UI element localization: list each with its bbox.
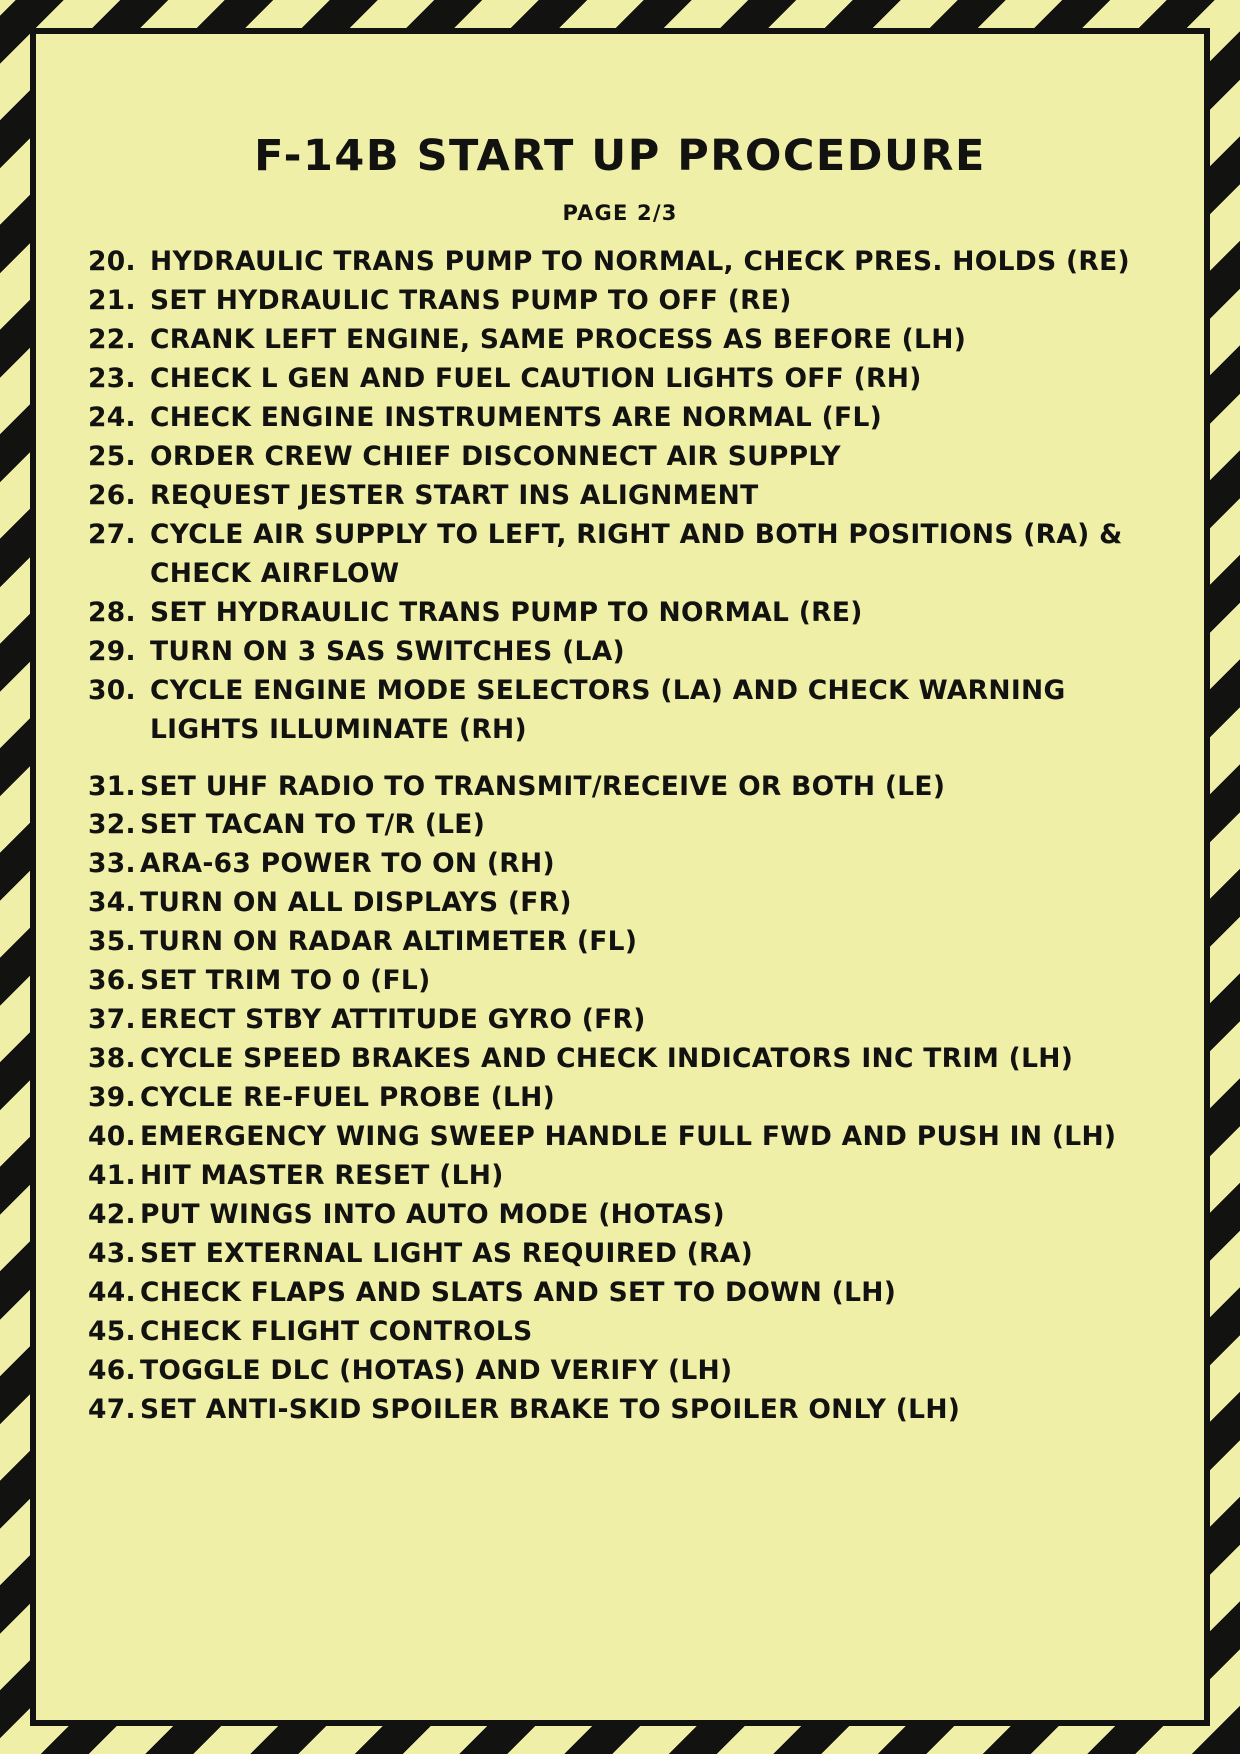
checklist-item [88,321,1152,360]
checklist-item-number: 32. [88,809,136,841]
checklist-item [88,1157,1152,1196]
checklist-item [88,845,1152,884]
page-content [88,84,1152,1670]
checklist-item [88,1001,1152,1040]
checklist-item-number: 22. [88,324,136,356]
page-title: F-14B START UP PROCEDURE [254,131,986,181]
checklist-item-text: PUT WINGS INTO AUTO MODE (HOTAS) [140,1199,725,1231]
checklist-item [88,962,1152,1001]
checklist-item-number: 47. [88,1393,136,1425]
checklist-item-number: 23. [88,363,136,394]
group-divider [88,750,1152,768]
checklist-item [88,1391,1152,1430]
checklist-item-text: CYCLE AIR SUPPLY TO LEFT, RIGHT AND BOTH POSITIONS (RA) & CHECK AIRFLOW [150,518,1123,589]
checklist-item-number: 20. [88,246,136,278]
checklist-item [88,282,1152,321]
checklist-item [88,438,1152,477]
checklist-item-text: CYCLE SPEED BRAKES AND CHECK INDICATORS INC TRIM (LH) [140,1043,1074,1075]
checklist-item [88,360,1152,399]
checklist-item-text: CYCLE RE-FUEL PROBE (LH) [140,1082,556,1114]
checklist-item-number: 37. [88,1004,136,1036]
checklist-item-number: 28. [88,596,136,628]
checklist-item-text: SET HYDRAULIC TRANS PUMP TO OFF (RE) [150,285,792,317]
checklist-item-text: CHECK ENGINE INSTRUMENTS ARE NORMAL (FL) [150,401,883,433]
checklist-item-number: 41. [88,1160,136,1192]
checklist-item-number: 36. [88,965,136,997]
checklist-item-number: 39. [88,1082,136,1114]
checklist-item-number: 42. [88,1199,136,1231]
checklist-group-two [88,768,1152,1430]
checklist-item-number: 31. [88,770,136,802]
checklist-group-one [88,243,1152,749]
checklist-item [88,1196,1152,1235]
checklist-item [88,477,1152,516]
checklist-item [88,923,1152,962]
checklist-item-number: 34. [88,887,136,919]
checklist-item-number: 24. [88,401,136,433]
checklist-item-text: SET TRIM TO 0 (FL) [140,965,431,997]
checklist-item [88,1040,1152,1079]
checklist-item-text: ORDER CREW CHIEF DISCONNECT AIR SUPPLY [150,440,841,472]
checklist-item [88,806,1152,845]
checklist-item-number: 25. [88,440,136,472]
checklist-item [88,1235,1152,1274]
checklist-item-text: SET TACAN TO T/R (LE) [140,809,486,841]
checklist-item-number: 38. [88,1043,136,1075]
checklist-item-text: HIT MASTER RESET (LH) [140,1160,504,1192]
checklist-item-text: ARA-63 POWER TO ON (RH) [140,848,555,880]
checklist-item [88,768,1152,807]
checklist-item-text: SET EXTERNAL LIGHT AS REQUIRED (RA) [140,1237,753,1269]
checklist-item [88,672,1152,750]
checklist-item-text: TURN ON 3 SAS SWITCHES (LA) [150,635,625,667]
checklist-item-text: SET UHF RADIO TO TRANSMIT/RECEIVE OR BOTH (LE) [140,770,946,802]
checklist-item-text: TOGGLE DLC (HOTAS) AND VERIFY (LH) [140,1354,733,1386]
checklist-item [88,243,1152,282]
checklist-item-number: 21. [88,285,136,317]
checklist-item-number: 46. [88,1354,136,1386]
checklist-item-text: TURN ON ALL DISPLAYS (FR) [140,887,572,919]
checklist-item-number: 45. [88,1315,136,1347]
checklist-item [88,633,1152,672]
checklist-item-text: EMERGENCY WING SWEEP HANDLE FULL FWD AND PUSH IN (LH) [140,1121,1117,1153]
checklist-item [88,1352,1152,1391]
checklist-item-number: 44. [88,1276,136,1308]
page-border [30,28,1210,1726]
checklist-item-number: 33. [88,848,136,880]
checklist-item-text: CHECK L GEN AND FUEL CAUTION LIGHTS OFF (RH) [150,363,922,394]
checklist-item [88,1079,1152,1118]
checklist-item-text: SET ANTI-SKID SPOILER BRAKE TO SPOILER ONLY (LH) [140,1393,961,1425]
checklist-item [88,1313,1152,1352]
checklist-item-text: TURN ON RADAR ALTIMETER (FL) [140,926,638,958]
checklist-item [88,1118,1152,1157]
checklist-item [88,399,1152,438]
checklist-item [88,594,1152,633]
checklist-item-number: 43. [88,1237,136,1269]
checklist-item-text: CHECK FLIGHT CONTROLS [140,1315,533,1347]
checklist-item [88,516,1152,594]
checklist-item-text: SET HYDRAULIC TRANS PUMP TO NORMAL (RE) [150,596,863,628]
checklist-item [88,1274,1152,1313]
checklist-item-number: 29. [88,635,136,667]
checklist-item-text: REQUEST JESTER START INS ALIGNMENT [150,479,759,511]
checklist-item-number: 35. [88,926,136,958]
checklist-item-text: HYDRAULIC TRANS PUMP TO NORMAL, CHECK PRES. HOLDS (RE) [150,246,1130,278]
page-number-label: PAGE 2/3 [562,201,678,226]
checklist-item-text: CRANK LEFT ENGINE, SAME PROCESS AS BEFORE (LH) [150,324,967,356]
checklist-item-number: 30. [88,674,136,706]
checklist-item-number: 26. [88,479,136,511]
checklist-item-text: ERECT STBY ATTITUDE GYRO (FR) [140,1004,646,1036]
checklist-item-number: 27. [88,518,136,550]
checklist-item-number: 40. [88,1121,136,1153]
checklist-item-text: CYCLE ENGINE MODE SELECTORS (LA) AND CHECK WARNING LIGHTS ILLUMINATE (RH) [150,674,1066,745]
checklist-item [88,884,1152,923]
checklist-item-text: CHECK FLAPS AND SLATS AND SET TO DOWN (LH) [140,1276,897,1308]
